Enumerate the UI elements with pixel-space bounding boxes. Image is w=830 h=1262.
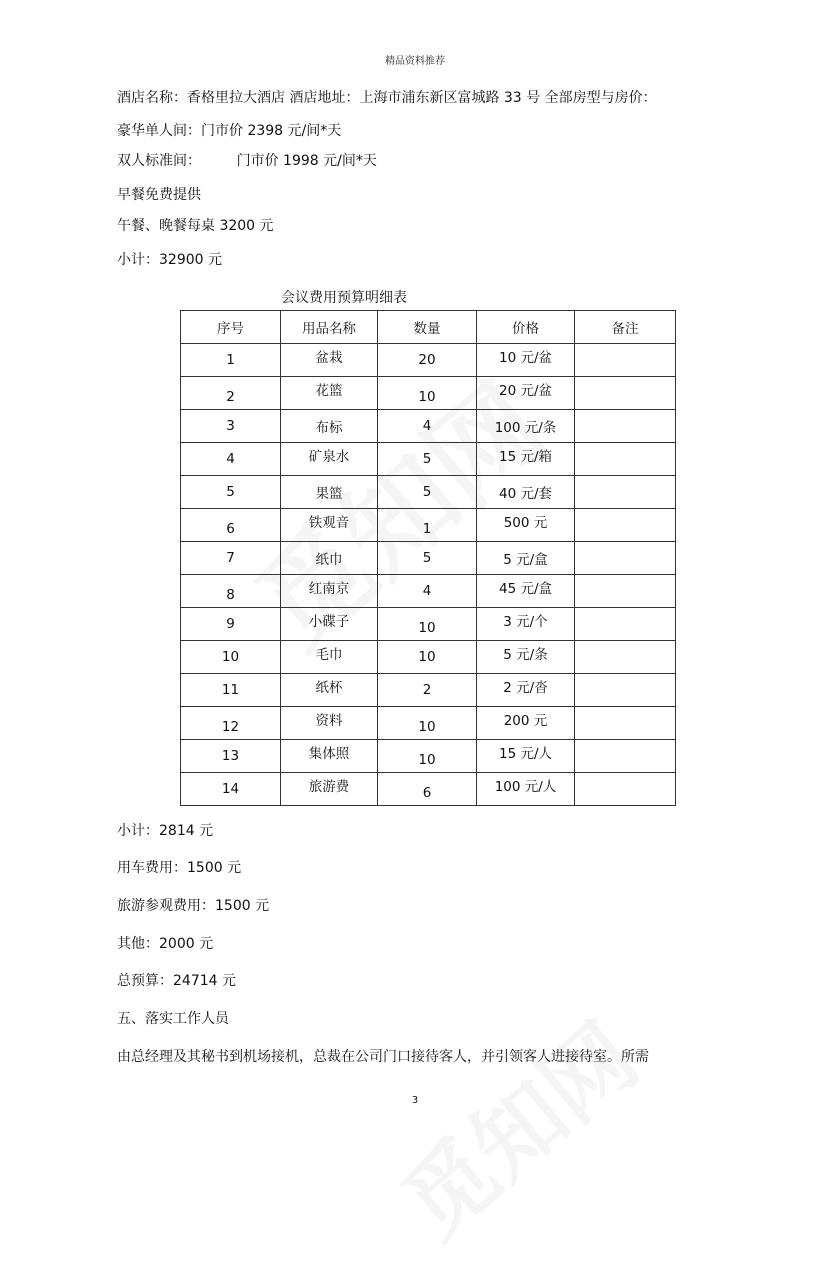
cell-name: 铁观音: [281, 509, 378, 542]
hotel-subtotal-line: 小计：32900 元: [117, 252, 222, 268]
header-price: 价格: [477, 311, 575, 344]
table-row: [181, 740, 676, 773]
cell-name: 毛巾: [281, 641, 378, 674]
cell-price: 100 元/条: [477, 410, 575, 443]
header-note: 备注: [575, 311, 676, 344]
double-standard-room-line: 双人标准间： 门市价 1998 元/间*天: [117, 153, 377, 169]
meal-price-line: 午餐、晚餐每桌 3200 元: [117, 218, 274, 234]
cell-name: 矿泉水: [281, 443, 378, 476]
cell-price: 15 元/人: [477, 740, 575, 773]
items-subtotal-line: 小计：2814 元: [117, 823, 214, 839]
cell-qty: 5: [378, 542, 477, 575]
cell-no: 2: [181, 377, 281, 410]
cell-note: [575, 773, 676, 806]
cell-note: [575, 410, 676, 443]
table-row: [181, 641, 676, 674]
cell-no: 12: [181, 707, 281, 740]
cell-qty: 4: [378, 410, 477, 443]
staff-paragraph: 由总经理及其秘书到机场接机，总裁在公司门口接待客人，并引领客人进接待室。所需: [117, 1049, 649, 1065]
cell-price: 2 元/沓: [477, 674, 575, 707]
cell-name: 红南京: [281, 575, 378, 608]
cell-qty: 20: [378, 344, 477, 377]
table-row: [181, 344, 676, 377]
total-budget-line: 总预算：24714 元: [117, 973, 236, 989]
cell-qty: 5: [378, 476, 477, 509]
cell-qty: 10: [378, 707, 477, 740]
table-header-row: [181, 311, 676, 344]
table-row: [181, 773, 676, 806]
cell-name: 盆栽: [281, 344, 378, 377]
cell-name: 纸巾: [281, 542, 378, 575]
cell-note: [575, 674, 676, 707]
hotel-info-line: 酒店名称：香格里拉大酒店 酒店地址：上海市浦东新区富城路 33 号 全部房型与房价：: [117, 90, 657, 106]
cell-qty: 5: [378, 443, 477, 476]
budget-table: [180, 310, 676, 806]
other-cost-line: 其他：2000 元: [117, 936, 214, 952]
table-title: 会议费用预算明细表: [281, 290, 407, 306]
table-row: [181, 707, 676, 740]
breakfast-line: 早餐免费提供: [117, 187, 201, 203]
table-row: [181, 542, 676, 575]
cell-qty: 10: [378, 641, 477, 674]
cell-name: 小碟子: [281, 608, 378, 641]
vehicle-cost-line: 用车费用：1500 元: [117, 860, 242, 876]
cell-name: 布标: [281, 410, 378, 443]
table-row: [181, 377, 676, 410]
cell-price: 5 元/盒: [477, 542, 575, 575]
cell-qty: 10: [378, 740, 477, 773]
cell-name: 旅游费: [281, 773, 378, 806]
table-row: [181, 443, 676, 476]
cell-price: 10 元/盆: [477, 344, 575, 377]
header-item-name: 用品名称: [281, 311, 378, 344]
cell-name: 纸杯: [281, 674, 378, 707]
cell-price: 200 元: [477, 707, 575, 740]
cell-note: [575, 707, 676, 740]
cell-price: 40 元/套: [477, 476, 575, 509]
table-row: [181, 608, 676, 641]
cell-qty: 6: [378, 773, 477, 806]
cell-no: 13: [181, 740, 281, 773]
cell-no: 10: [181, 641, 281, 674]
watermark: [370, 988, 660, 1261]
header-quantity: 数量: [378, 311, 477, 344]
cell-price: 100 元/人: [477, 773, 575, 806]
cell-price: 20 元/盆: [477, 377, 575, 410]
cell-name: 资料: [281, 707, 378, 740]
page-number: 3: [411, 1095, 419, 1106]
cell-note: [575, 542, 676, 575]
table-row: [181, 575, 676, 608]
section-heading: 五、落实工作人员: [117, 1011, 229, 1027]
cell-note: [575, 476, 676, 509]
header-no: 序号: [181, 311, 281, 344]
cell-price: 15 元/箱: [477, 443, 575, 476]
cell-note: [575, 740, 676, 773]
cell-no: 4: [181, 443, 281, 476]
cell-name: 集体照: [281, 740, 378, 773]
cell-no: 9: [181, 608, 281, 641]
cell-no: 7: [181, 542, 281, 575]
cell-note: [575, 509, 676, 542]
cell-no: 5: [181, 476, 281, 509]
cell-note: [575, 608, 676, 641]
cell-no: 6: [181, 509, 281, 542]
cell-price: 3 元/个: [477, 608, 575, 641]
tour-cost-line: 旅游参观费用：1500 元: [117, 898, 270, 914]
cell-price: 45 元/盒: [477, 575, 575, 608]
cell-name: 果篮: [281, 476, 378, 509]
cell-qty: 2: [378, 674, 477, 707]
cell-price: 5 元/条: [477, 641, 575, 674]
cell-qty: 1: [378, 509, 477, 542]
table-row: [181, 476, 676, 509]
cell-qty: 4: [378, 575, 477, 608]
cell-no: 14: [181, 773, 281, 806]
cell-qty: 10: [378, 608, 477, 641]
cell-note: [575, 377, 676, 410]
cell-qty: 10: [378, 377, 477, 410]
table-row: [181, 674, 676, 707]
cell-no: 3: [181, 410, 281, 443]
cell-note: [575, 575, 676, 608]
cell-note: [575, 443, 676, 476]
page-header: 精品资料推荐: [385, 56, 445, 67]
cell-no: 8: [181, 575, 281, 608]
cell-note: [575, 344, 676, 377]
cell-name: 花篮: [281, 377, 378, 410]
table-row: [181, 410, 676, 443]
deluxe-single-room-line: 豪华单人间：门市价 2398 元/间*天: [117, 123, 342, 139]
cell-no: 1: [181, 344, 281, 377]
cell-note: [575, 641, 676, 674]
cell-price: 500 元: [477, 509, 575, 542]
cell-no: 11: [181, 674, 281, 707]
table-row: [181, 509, 676, 542]
